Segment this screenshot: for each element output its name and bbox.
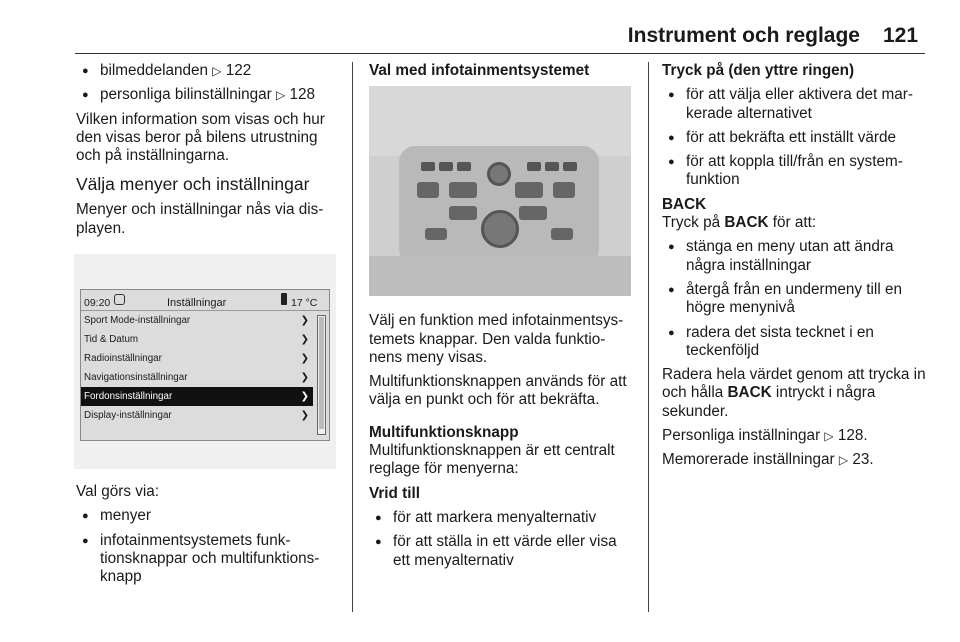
list-item: ● menyer bbox=[76, 507, 342, 525]
page-reference[interactable]: 128. bbox=[837, 427, 868, 445]
screen-temperature: 17 °C bbox=[291, 297, 318, 310]
arrow-right-icon: ▷ bbox=[838, 453, 849, 468]
list-item: ● infotainmentsystemets funk-tionsknappar och multifunktions-knapp bbox=[76, 532, 342, 587]
bullet-list bbox=[369, 509, 637, 570]
label: BACK bbox=[662, 195, 707, 213]
cross-reference: Memorerade inställningar ▷ 23. bbox=[662, 451, 874, 469]
page-reference[interactable]: 23. bbox=[852, 451, 874, 469]
chevron-right-icon: ❯ bbox=[300, 410, 309, 422]
list-item: ● radera det sista tecknet i en teckenföljd bbox=[662, 324, 928, 361]
display-illustration bbox=[74, 254, 336, 469]
arrow-right-icon: ▷ bbox=[276, 88, 286, 103]
chevron-right-icon: ❯ bbox=[300, 391, 309, 403]
list-item: ● personliga bilinställningar ▷ 128 bbox=[76, 86, 342, 104]
label: Vrid till bbox=[369, 484, 420, 502]
list-item: ● för att koppla till/från en system-funktion bbox=[662, 153, 928, 190]
phone-icon bbox=[281, 293, 287, 305]
column-2 bbox=[369, 62, 637, 576]
bullet-list bbox=[662, 238, 928, 360]
list-item: ● stänga en meny utan att ändra några inställningar bbox=[662, 238, 928, 275]
header-rule bbox=[75, 53, 925, 54]
preset-buttons-left bbox=[421, 162, 471, 171]
chevron-right-icon: ❯ bbox=[300, 372, 309, 384]
subheading: Multifunktionsknapp bbox=[369, 423, 519, 441]
screen-scrollbar bbox=[317, 315, 326, 435]
settings-screen bbox=[80, 289, 330, 441]
chevron-right-icon: ❯ bbox=[300, 315, 309, 327]
screen-title: Inställningar bbox=[167, 297, 227, 310]
menu-item: Radioinställningar ❯ bbox=[81, 349, 313, 368]
screen-status-bar bbox=[81, 290, 329, 311]
column-divider-1 bbox=[352, 62, 353, 612]
bullet-list bbox=[76, 507, 342, 586]
page-reference[interactable]: 128 bbox=[289, 86, 316, 104]
preset-buttons-right bbox=[527, 162, 577, 171]
menu-item-selected: Fordonsinställningar ❯ bbox=[81, 387, 313, 406]
section-heading: Välja menyer och inställningar bbox=[76, 174, 310, 195]
paragraph: Välj en funktion med infotainmentsys-temets knappar. Den valda funktio-nens meny visas. bbox=[369, 312, 624, 366]
bullet-list bbox=[662, 86, 928, 189]
paragraph: Vilken information som visas och hur den visas beror på bilens utrustning och på inställningarna. bbox=[76, 110, 325, 165]
screen-time: 09:20 bbox=[84, 297, 111, 310]
chevron-right-icon: ❯ bbox=[300, 353, 309, 365]
back-arrow-icon bbox=[114, 294, 125, 305]
paragraph: Multifunktionsknappen är ett centralt reglage för menyerna: bbox=[369, 442, 615, 478]
page-number: 121 bbox=[883, 24, 919, 47]
menu-item: Tid & Datum ❯ bbox=[81, 330, 313, 349]
page-header-title: Instrument och reglage bbox=[627, 24, 860, 47]
paragraph: Radera hela värdet genom att trycka in och hålla BACK intryckt i några sekunder. bbox=[662, 366, 926, 420]
column-3 bbox=[662, 62, 928, 476]
column-1 bbox=[76, 62, 342, 593]
menu-item: Navigationsinställningar ❯ bbox=[81, 368, 313, 387]
bullet-list-refs bbox=[76, 62, 342, 105]
paragraph: Multifunktionsknappen används för att välja en punkt och för att bekräfta. bbox=[369, 373, 627, 409]
menu-item: Display-inställningar ❯ bbox=[81, 406, 313, 425]
arrow-right-icon: ▷ bbox=[824, 429, 834, 444]
list-item: ● återgå från en undermeny till en högre menynivå bbox=[662, 281, 928, 318]
settings-menu-list bbox=[81, 311, 313, 425]
paragraph: Tryck på BACK för att: bbox=[662, 214, 817, 232]
chevron-right-icon: ❯ bbox=[300, 334, 309, 346]
label: Tryck på (den yttre ringen) bbox=[662, 62, 855, 79]
infotainment-console-illustration bbox=[369, 86, 631, 296]
paragraph: Val görs via: bbox=[76, 483, 160, 501]
section-heading: Val med infotainmentsystemet bbox=[369, 62, 590, 79]
column-divider-2 bbox=[648, 62, 649, 612]
list-item: ● för att ställa in ett värde eller visa ett menyalternativ bbox=[369, 533, 637, 570]
menu-item: Sport Mode-inställningar ❯ bbox=[81, 311, 313, 330]
list-item: ● för att välja eller aktivera det mar-kerade alternativet bbox=[662, 86, 928, 123]
list-item: ● för att markera menyalternativ bbox=[369, 509, 637, 527]
paragraph: Menyer och inställningar nås via dis-playen. bbox=[76, 201, 324, 237]
list-item: ● bilmeddelanden ▷ 122 bbox=[76, 62, 342, 80]
page-reference[interactable]: 122 bbox=[225, 62, 252, 79]
arrow-right-icon: ▷ bbox=[212, 64, 222, 78]
cross-reference: Personliga inställningar ▷ 128. bbox=[662, 427, 868, 445]
list-item: ● för att bekräfta ett inställt värde bbox=[662, 129, 928, 147]
